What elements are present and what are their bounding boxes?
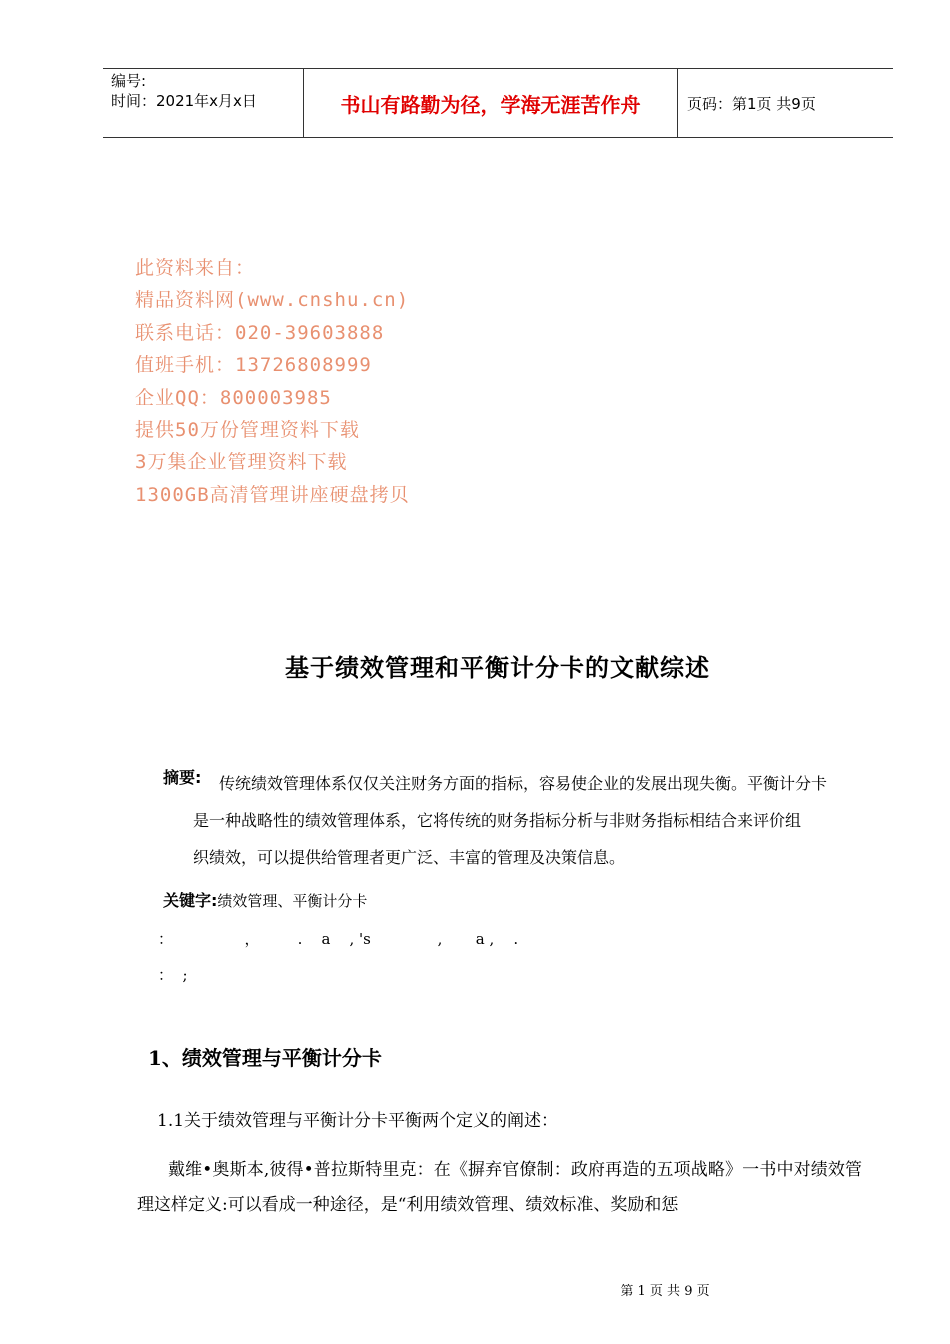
ad-line: 精品资料网(www.cnshu.cn)	[135, 289, 410, 312]
header-page-info: 页码：第1页 共9页	[687, 94, 816, 113]
serial-label: 编号:	[111, 72, 147, 90]
keywords-value: 绩效管理、平衡计分卡	[217, 892, 368, 910]
header-divider	[677, 69, 678, 137]
page-footer	[190, 1280, 950, 1299]
ad-line: 企业QQ：800003985	[135, 386, 332, 409]
document-title: 基于绩效管理和平衡计分卡的文献综述	[285, 653, 710, 682]
body-paragraph: 戴维•奥斯本,彼得•普拉斯特里克：在《摒弃官僚制：政府再造的五项战略》一书中对绩效管理这样定义:可以看成一种途径，是“利用绩效管理、绩效标准、奖励和惩	[137, 1160, 862, 1215]
english-keywords-line: ： ;	[158, 966, 188, 984]
page-header	[103, 68, 893, 138]
abstract-line: 织绩效，可以提供给管理者更广泛、丰富的管理及决策信息。	[193, 848, 626, 867]
ad-line: 此资料来自：	[135, 257, 256, 279]
subsection-heading: 1.1关于绩效管理与平衡计分卡平衡两个定义的阐述：	[157, 1111, 559, 1131]
ad-line: 提供50万份管理资料下载	[135, 419, 360, 442]
ad-line: 值班手机：13726808999	[135, 354, 372, 377]
ad-line: 1300GB高清管理讲座硬盘拷贝	[135, 483, 410, 506]
ad-line: 3万集企业管理资料下载	[135, 451, 348, 474]
abstract-text	[193, 765, 863, 876]
keywords-label: 关键字:	[163, 891, 218, 910]
english-abstract-line: ： ， . a , 's , a , .	[158, 930, 519, 948]
time-label: 时间：2021年x月x日	[111, 92, 257, 110]
ad-line: 联系电话：020-39603888	[135, 321, 385, 344]
header-meta	[111, 71, 257, 111]
abstract-line: 是一种战略性的绩效管理体系，它将传统的财务指标分析与非财务指标相结合来评价组	[193, 811, 802, 830]
keywords	[163, 888, 367, 911]
header-motto: 书山有路勤为径，学海无涯苦作舟	[340, 92, 641, 117]
section-heading: 1、绩效管理与平衡计分卡	[148, 1046, 382, 1070]
abstract-label: 摘要:	[163, 768, 202, 787]
abstract-line: 传统绩效管理体系仅仅关注财务方面的指标，容易使企业的发展出现失衡。平衡计分卡	[219, 774, 828, 793]
source-ad-block	[135, 252, 410, 511]
footer-page-number: 第 1 页 共 9 页	[620, 1284, 710, 1299]
